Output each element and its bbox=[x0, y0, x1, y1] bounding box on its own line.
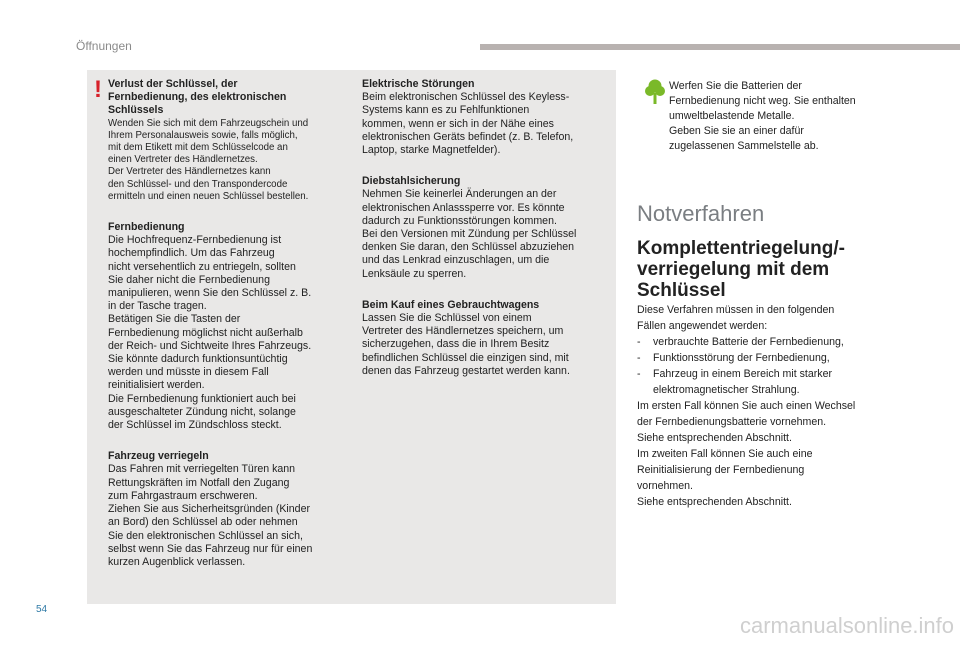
section-locking bbox=[108, 450, 353, 569]
list-item: - verbrauchte Batterie der Fernbedienung, bbox=[637, 334, 892, 350]
page-number: 54 bbox=[36, 604, 48, 615]
section-title: Verlust der Schlüssel, der Fernbedienung, des elektronischen Schlüssels bbox=[108, 78, 287, 117]
section-title: Beim Kauf eines Gebrauchtwagens bbox=[362, 298, 540, 311]
section-text: Die Hochfrequenz-Fernbedienung ist hochempfindlich. Um das Fahrzeug nicht versehentlich zu entriegeln, sollten Sie daher nicht die Fernbedienung manipulieren, wenn Sie den Schlüssel z. B. in der Tasche tragen. Betätigen Sie die Tasten der Fernbedienung möglichst nicht außerhalb der Reich- und Sichtweite Ihres Fahrzeugs. Sie könnte dadurch funktionsuntüchtig werden und müsste in diesem Fall reinitialisiert werden. Die Fernbedienung funktioniert auch bei ausgeschalteter Zündung nicht, solange der Schlüssel im Zündschloss steckt. bbox=[108, 234, 312, 432]
tree-icon bbox=[645, 79, 665, 105]
outro-text: Im ersten Fall können Sie auch einen Wechsel der Fernbedienungsbatterie vornehmen. Siehe entsprechenden Abschnitt. Im zweiten Fall können Sie auch eine Reinitialisierung der Fernbedienung vornehmen. Siehe entsprechenden Abschnitt. bbox=[637, 400, 856, 508]
warning-column-1 bbox=[108, 78, 353, 587]
page-title: Notverfahren bbox=[637, 201, 765, 226]
section-used-car bbox=[362, 299, 608, 378]
warning-icon: ! bbox=[94, 76, 102, 103]
intro-text: Diese Verfahren müssen in den folgenden Fällen angewendet werden: bbox=[637, 304, 835, 332]
list-item: - Fahrzeug in einem Bereich mit starker elektromagnetischer Strahlung. bbox=[637, 366, 892, 398]
section-title: Elektrische Störungen bbox=[362, 78, 475, 90]
watermark: carmanualsonline.info bbox=[740, 613, 955, 638]
section-title: Fahrzeug verriegeln bbox=[108, 450, 209, 463]
eco-note: Werfen Sie die Batterien der Fernbedienung nicht weg. Sie enthalten umweltbelastende Metalle. Geben Sie sie an einer dafür zugelassenen Sammelstelle ab. bbox=[669, 80, 856, 152]
warning-column-2 bbox=[362, 78, 608, 396]
section-text: Das Fahren mit verriegelten Türen kann Rettungskräften im Notfall den Zugang zum Fahrgastraum erschweren. Ziehen Sie aus Sicherheitsgründen (Kinder an Bord) den Schlüssel ab oder nehmen Sie den elektronischen Schlüssel an sich, selbst wenn Sie das Fahrzeug nur für einen kurzen Augenblick verlassen. bbox=[108, 463, 313, 568]
subsection-title: Komplettentriegelung/- verriegelung mit dem Schlüssel bbox=[637, 238, 845, 301]
section-electrical bbox=[362, 78, 608, 157]
section-title: Diebstahlsicherung bbox=[362, 175, 461, 188]
section-title: Fernbedienung bbox=[108, 221, 185, 234]
section-antitheft bbox=[362, 175, 608, 281]
section-header: Öffnungen bbox=[76, 39, 132, 53]
header-bar bbox=[480, 44, 960, 50]
list-item: - Funktionsstörung der Fernbedienung, bbox=[637, 350, 892, 366]
section-text: Beim elektronischen Schlüssel des Keyless- Systems kann es zu Fehlfunktionen kommen, wenn er sich in der Nähe eines elektronischen Geräts befindet (z. B. Telefon, Laptop, starke Magnetfelder). bbox=[362, 91, 574, 157]
notverfahren-body bbox=[637, 302, 892, 510]
section-remote bbox=[108, 221, 353, 432]
section-text: Lassen Sie die Schlüssel von einem Vertreter des Händlernetzes speichern, um sicherzugehen, dass die in Ihrem Besitz befindlichen Schlüssel die einzigen sind, mit denen das Fahrzeug gestartet werden kann. bbox=[362, 312, 570, 377]
case-list bbox=[637, 334, 892, 398]
section-text: Wenden Sie sich mit dem Fahrzeugschein und Ihrem Personalausweis sowie, falls möglich, mit dem Etikett mit dem Schlüsselcode an einen Vertreter des Händlernetzes. Der Vertreter des Händlernetzes kann den Schlüssel- und den Transpondercode ermitteln und einen neuen Schlüssel bestellen. bbox=[108, 117, 309, 202]
section-lost-keys bbox=[108, 78, 353, 203]
section-text: Nehmen Sie keinerlei Änderungen an der elektronischen Anlasssperre vor. Es könnte dadurch zu Funktionsstörungen kommen. Bei den Versionen mit Zündung per Schlüssel denken Sie daran, den Schlüssel abzuziehen und das Lenkrad einzuschlagen, um die Lenksäule zu sperren. bbox=[362, 188, 577, 280]
